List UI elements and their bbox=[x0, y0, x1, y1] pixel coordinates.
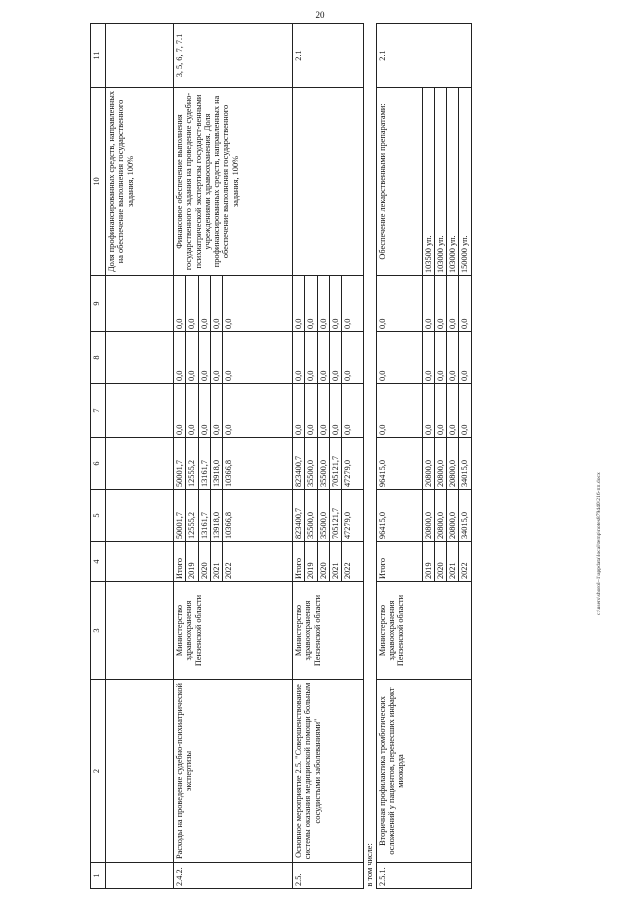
col-header: 9 bbox=[91, 276, 106, 332]
col-header: 8 bbox=[91, 332, 106, 384]
table-row: 2022 47279,0 47279,0 0,0 0,0 0,0 bbox=[342, 24, 364, 889]
table-row: 2021 20800,0 20800,0 0,0 0,0 0,0 103000 уп. bbox=[447, 24, 459, 889]
row-number: 2.4.2. bbox=[174, 863, 293, 889]
col-header: 1 bbox=[91, 863, 106, 889]
col-header: 11 bbox=[91, 24, 106, 88]
activity-name: Основное мероприятие 2.5. "Совершенствование системы оказания медицинской помощи больным сосудистыми заболеваниями" bbox=[293, 680, 364, 863]
table-row: 2022 10366,8 10366,8 0,0 0,0 0,0 bbox=[223, 24, 293, 889]
table-row: 2019 35500,0 35500,0 0,0 0,0 0,0 bbox=[305, 24, 317, 889]
table-row: 2020 13161,7 13161,7 0,0 0,0 0,0 bbox=[198, 24, 210, 889]
table-row: 2019 12555,2 12555,2 0,0 0,0 0,0 bbox=[186, 24, 198, 889]
indicator-ref: 2.1 bbox=[293, 24, 364, 88]
in-total-label: в том числе: bbox=[364, 24, 376, 889]
table-row: 2019 20800,0 20800,0 0,0 0,0 0,0 103500 уп. bbox=[422, 24, 434, 889]
table-row: 2.5.1. Вторичная профилактика тромботических осложнений у пациентов, перенесших инфаркт миокарда Министерство здравоохранения Пензенской области Итого 96415,0 96415,0 0,0 0,0 0,0 Обеспечение лекарственными препаратами: 2.1 bbox=[376, 24, 422, 889]
table-row: 2.4.2. Расходы на проведение судебно-психиатрической экспертизы Министерство здравоохранения Пензенской области Итого 50001,7 50001,7 0,0 0,0 0,0 Финансовое обеспечение выполнения государственного задания на проведение судебно-психиатрической экспертизы государст-венными учреждениями здравоохранения. Доля профинансированных средств, направленных на обеспечение выполнения государственного задания, 100% 3, 5, 6, 7, 7.1 bbox=[174, 24, 186, 889]
table-row bbox=[106, 24, 174, 889]
col-header: 7 bbox=[91, 384, 106, 438]
indicator-ref: 2.1 bbox=[376, 24, 471, 88]
indicator-text: Финансовое обеспечение выполнения государственного задания на проведение судебно-психиатрической экспертизы государст-венными учреждениями здравоохранения. Доля профинансированных средств, направленных на обеспечение выполнения государственного задания, 100% bbox=[174, 88, 293, 276]
footer-file-path: c:\users\shorol~1\appdata\local\temp\notes879440\216-пп.docx bbox=[596, 472, 602, 615]
executor: Министерство здравоохранения Пензенской области bbox=[376, 582, 471, 680]
col-header: 3 bbox=[91, 582, 106, 680]
activity-name: Расходы на проведение судебно-психиатрической экспертизы bbox=[174, 680, 293, 863]
rotated-table-container bbox=[90, 24, 610, 889]
table-row: 2021 705121,7 705121,7 0,0 0,0 0,0 bbox=[329, 24, 341, 889]
page-number: 20 bbox=[315, 10, 325, 20]
table-row: 2020 20800,0 20800,0 0,0 0,0 0,0 103000 уп. bbox=[434, 24, 446, 889]
row-number: 2.5. bbox=[293, 863, 364, 889]
indicator-text: Доля профинансированных средств, направленных на обеспечение выполнения государственного задания, 100% bbox=[106, 88, 174, 276]
row-number: 2.5.1. bbox=[376, 863, 471, 889]
table-row: 2022 34015,0 34015,0 0,0 0,0 0,0 150000 уп. bbox=[459, 24, 471, 889]
table-row: 2021 13918,0 13918,0 0,0 0,0 0,0 bbox=[210, 24, 222, 889]
program-table bbox=[90, 23, 472, 889]
indicator-text: Обеспечение лекарственными препаратами: bbox=[376, 88, 422, 276]
col-header: 5 bbox=[91, 490, 106, 542]
header-row bbox=[91, 24, 106, 889]
col-header: 10 bbox=[91, 88, 106, 276]
col-header: 2 bbox=[91, 680, 106, 863]
col-header: 6 bbox=[91, 438, 106, 490]
executor: Министерство здравоохранения Пензенской области bbox=[293, 582, 364, 680]
indicator-ref: 3, 5, 6, 7, 7.1 bbox=[174, 24, 293, 88]
activity-name: Вторичная профилактика тромботических осложнений у пациентов, перенесших инфаркт миокарда bbox=[376, 680, 471, 863]
col-header: 4 bbox=[91, 542, 106, 582]
table-row: 2.5. Основное мероприятие 2.5. "Совершенствование системы оказания медицинской помощи больным сосудистыми заболеваниями" Министерство здравоохранения Пензенской области Итого 823400,7 823400,7 0,0 0,0 0,0 2.1 bbox=[293, 24, 305, 889]
table-row: 2020 35500,0 35500,0 0,0 0,0 0,0 bbox=[317, 24, 329, 889]
table-row bbox=[364, 24, 376, 889]
executor: Министерство здравоохранения Пензенской области bbox=[174, 582, 293, 680]
